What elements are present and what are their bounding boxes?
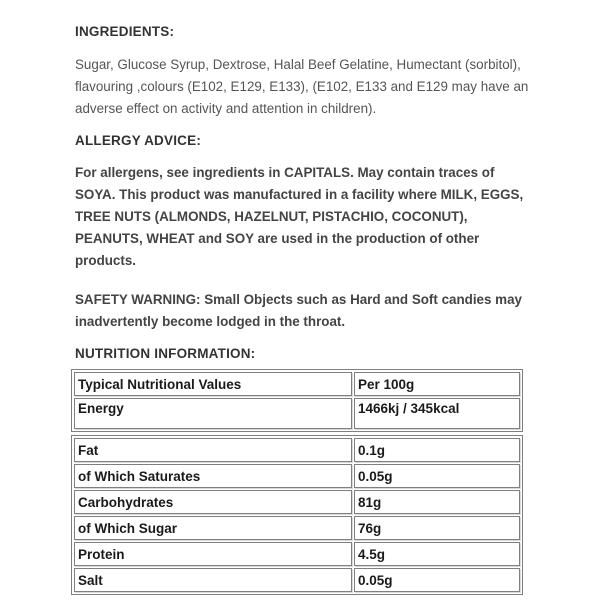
- nutrition-row-label-cell: of Which Sugar: [74, 516, 352, 540]
- nutrition-row-value-cell: 4.5g: [354, 542, 520, 566]
- nutrition-row-fat: [74, 438, 520, 462]
- nutrition-row-label-cell: of Which Saturates: [74, 464, 352, 488]
- nutrition-row-label-cell: Salt: [74, 568, 352, 592]
- nutrition-row-salt: [74, 568, 520, 592]
- nutrition-row-value-cell: 0.1g: [354, 438, 520, 462]
- ingredients-text: Sugar, Glucose Syrup, Dextrose, Halal Beef Gelatine, Humectant (sorbitol), flavouring ,colours (E102, E129, E133), (E102, E133 and E129 may have an adverse effect on activity and attention in children).: [75, 57, 529, 116]
- nutrition-row-carbohydrates: [74, 490, 520, 514]
- nutrition-table-values-section: [71, 435, 523, 595]
- nutrition-row-saturates: [74, 464, 520, 488]
- nutrition-energy-row: [74, 398, 520, 429]
- nutrition-row-label-cell: Fat: [74, 438, 352, 462]
- nutrition-row-value-cell: 76g: [354, 516, 520, 540]
- nutrition-energy-label-cell: Energy: [74, 398, 352, 429]
- nutrition-row-label-cell: Carbohydrates: [74, 490, 352, 514]
- nutrition-information-heading: NUTRITION INFORMATION:: [75, 346, 256, 361]
- nutrition-row-value-cell: 81g: [354, 490, 520, 514]
- nutrition-header-label-cell: Typical Nutritional Values: [74, 372, 352, 396]
- nutrition-row-protein: [74, 542, 520, 566]
- nutrition-header-row: [74, 372, 520, 396]
- nutrition-table-header-section: [71, 369, 523, 432]
- nutrition-energy-value-cell: 1466kj / 345kcal: [354, 398, 520, 429]
- allergy-advice-heading: ALLERGY ADVICE:: [75, 133, 202, 148]
- nutrition-row-sugar: [74, 516, 520, 540]
- nutrition-row-value-cell: 0.05g: [354, 568, 520, 592]
- nutrition-row-label-cell: Protein: [74, 542, 352, 566]
- nutrition-row-value-cell: 0.05g: [354, 464, 520, 488]
- allergy-advice-text: For allergens, see ingredients in CAPITALS. May contain traces of SOYA. This product was manufactured in a facility where MILK, EGGS, TREE NUTS (ALMONDS, HAZELNUT, PISTACHIO, COCONUT), PEANUTS, WHEAT and SOY are used in the production of other products.: [75, 165, 524, 268]
- ingredients-heading: INGREDIENTS:: [75, 24, 175, 39]
- safety-warning-text: SAFETY WARNING: Small Objects such as Hard and Soft candies may inadvertently become lodged in the throat.: [75, 292, 522, 329]
- nutrition-header-value-cell: Per 100g: [354, 372, 520, 396]
